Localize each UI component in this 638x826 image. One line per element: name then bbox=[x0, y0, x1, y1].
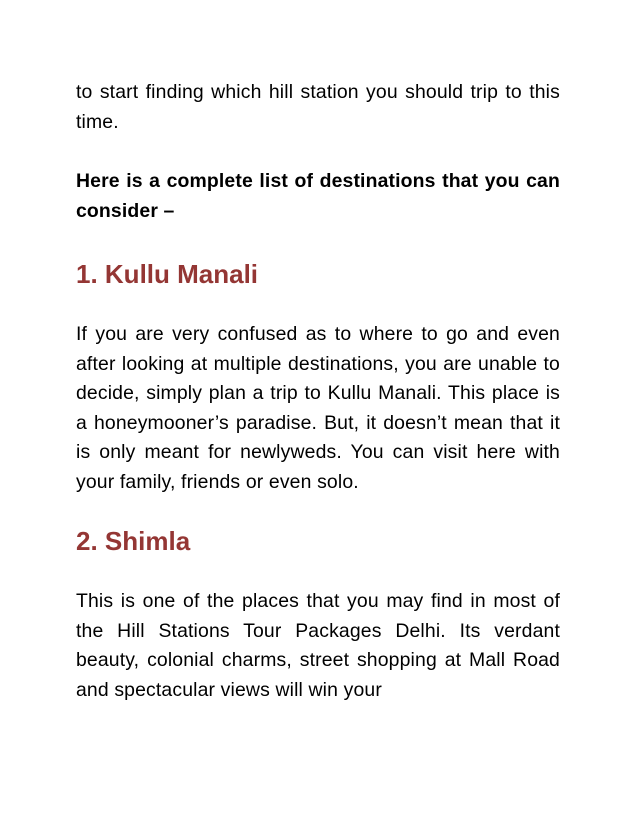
section-body-kullu-manali: If you are very confused as to where to go and even after looking at multiple destinations, you are unable to decide, simply plan a trip to Kullu Manali. This place is a honeymooner’s paradise. But, it doesn’t mean that it is only meant for newlyweds. You can visit here with your family, friends or even solo. bbox=[76, 323, 560, 493]
section-heading-shimla: 2. Shimla bbox=[76, 526, 191, 556]
intro-paragraph: to start finding which hill station you should trip to this time. bbox=[76, 81, 560, 133]
document-page bbox=[76, 78, 560, 705]
section-body-shimla: This is one of the places that you may find in most of the Hill Stations Tour Packages Delhi. Its verdant beauty, colonial charms, street shopping at Mall Road and spectacular views will win your bbox=[76, 590, 560, 701]
section-heading-kullu-manali: 1. Kullu Manali bbox=[76, 259, 259, 289]
list-intro-paragraph: Here is a complete list of destinations that you can consider – bbox=[76, 170, 560, 222]
